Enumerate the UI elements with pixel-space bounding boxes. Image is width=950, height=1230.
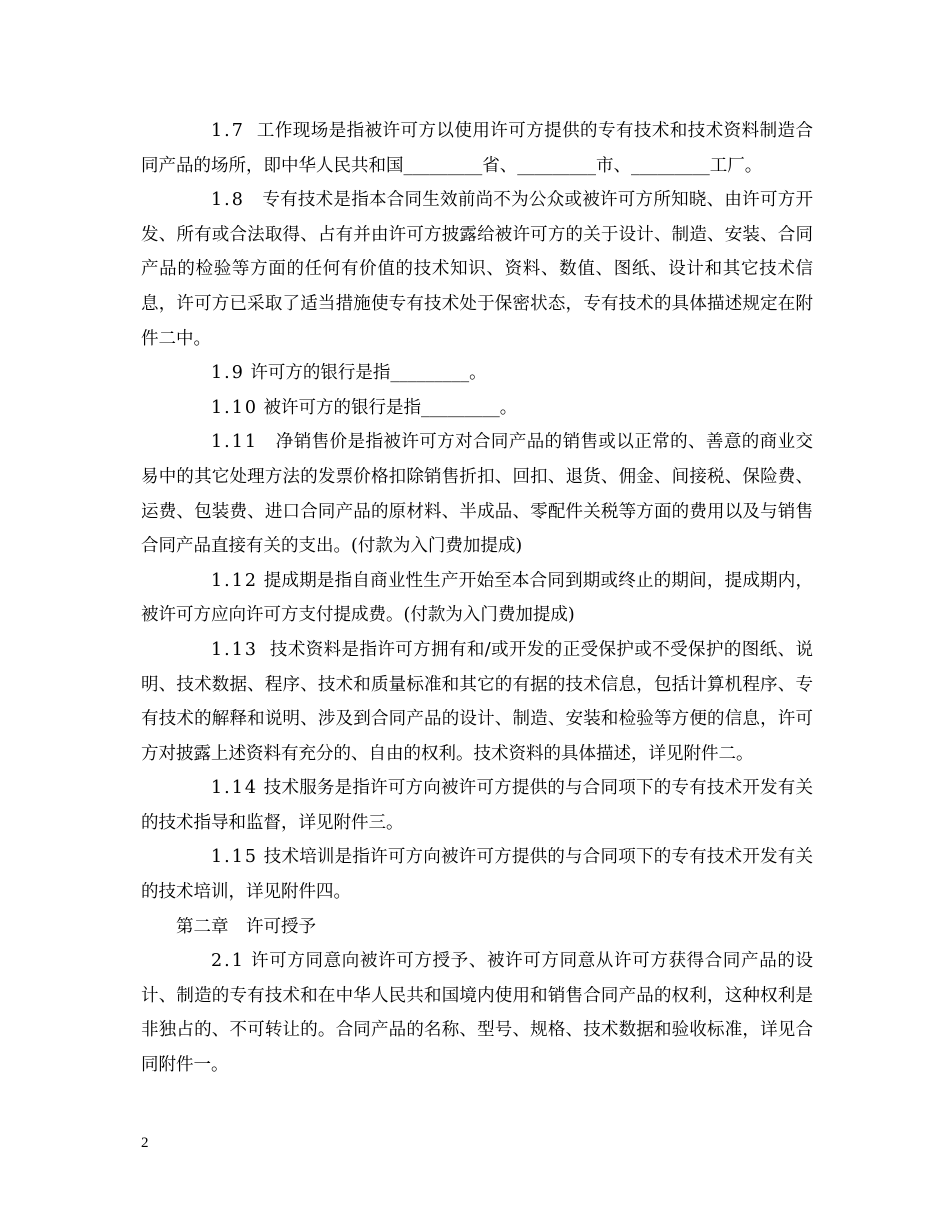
clause-2-1 — [141, 944, 813, 1082]
clause-text: 净销售价是指被许可方对合同产品的销售或以正常的、善意的商业交易中的其它处理方法的发票价格扣除销售折扣、回扣、退货、佣金、间接税、保险费、运费、包装费、进口合同产品的原材料、半成品、零配件关税等方面的费用以及与销售合同产品直接有关的支出。(付款为入门费加提成) — [141, 432, 813, 557]
clause-number: 1.10 — [211, 397, 258, 418]
clause-number: 1.13 — [211, 639, 258, 660]
clause-text: 被许可方的银行是指_________。 — [257, 397, 518, 418]
clause-text: 技术资料是指许可方拥有和/或开发的正受保护或不受保护的图纸、说明、技术数据、程序、技术和质量标准和其它的有据的技术信息，包括计算机程序、专有技术的解释和说明、涉及到合同产品的设计、制造、安装和检验等方便的信息，许可方对披露上述资料有充分的、自由的权利。技术资料的具体描述，详见附件二。 — [141, 639, 813, 764]
clause-number: 1.15 — [211, 847, 258, 868]
clause-1-7 — [141, 114, 813, 183]
clause-number: 1.14 — [211, 778, 258, 799]
clause-number: 1.12 — [211, 570, 258, 591]
clause-text: 许可方同意向被许可方授予、被许可方同意从许可方获得合同产品的设计、制造的专有技术和在中华人民共和国境内使用和销售合同产品的权利，这种权利是非独占的、不可转让的。合同产品的名称、型号、规格、技术数据和验收标准，详见合同附件一。 — [141, 951, 813, 1076]
clause-1-9 — [141, 356, 813, 391]
clause-number: 2.1 — [211, 951, 245, 972]
clause-1-13 — [141, 633, 813, 771]
clause-text: 技术服务是指许可方向被许可方提供的与合同项下的专有技术开发有关的技术指导和监督，详见附件三。 — [141, 778, 813, 833]
clause-text: 技术培训是指许可方向被许可方提供的与合同项下的专有技术开发有关的技术培训，详见附件四。 — [141, 847, 813, 903]
clause-text: 许可方的银行是指_________。 — [244, 363, 487, 384]
clause-number: 1.7 — [211, 121, 245, 141]
chapter-heading — [141, 910, 813, 945]
clause-number: 1.9 — [211, 363, 245, 384]
clause-1-15 — [141, 840, 813, 909]
clause-number: 1.8 — [211, 190, 245, 211]
clause-text: 工作现场是指被许可方以使用许可方提供的专有技术和技术资料制造合同产品的场所，即中华人民共和国_________省、_________市、_________工厂。 — [141, 121, 813, 176]
clause-text: 专有技术是指本合同生效前尚不为公众或被许可方所知晓、由许可方开发、所有或合法取得、占有并由许可方披露给被许可方的关于设计、制造、安装、合同产品的检验等方面的任何有价值的技术知识、资料、数值、图纸、设计和其它技术信息，许可方已采取了适当措施使专有技术处于保密状态，专有技术的具体描述规定在附件二中。 — [141, 190, 813, 349]
clause-text: 提成期是指自商业性生产开始至本合同到期或终止的期间，提成期内，被许可方应向许可方支付提成费。(付款为入门费加提成) — [141, 570, 813, 626]
clause-1-10 — [141, 391, 813, 426]
clause-1-11 — [141, 425, 813, 563]
clause-1-8 — [141, 183, 813, 356]
document-body — [141, 114, 813, 1083]
clause-1-14 — [141, 771, 813, 840]
clause-number: 1.11 — [211, 432, 258, 453]
clause-1-12 — [141, 564, 813, 633]
page-number: 2 — [141, 1135, 149, 1151]
chapter-title: 第二章 许可授予 — [176, 916, 316, 937]
